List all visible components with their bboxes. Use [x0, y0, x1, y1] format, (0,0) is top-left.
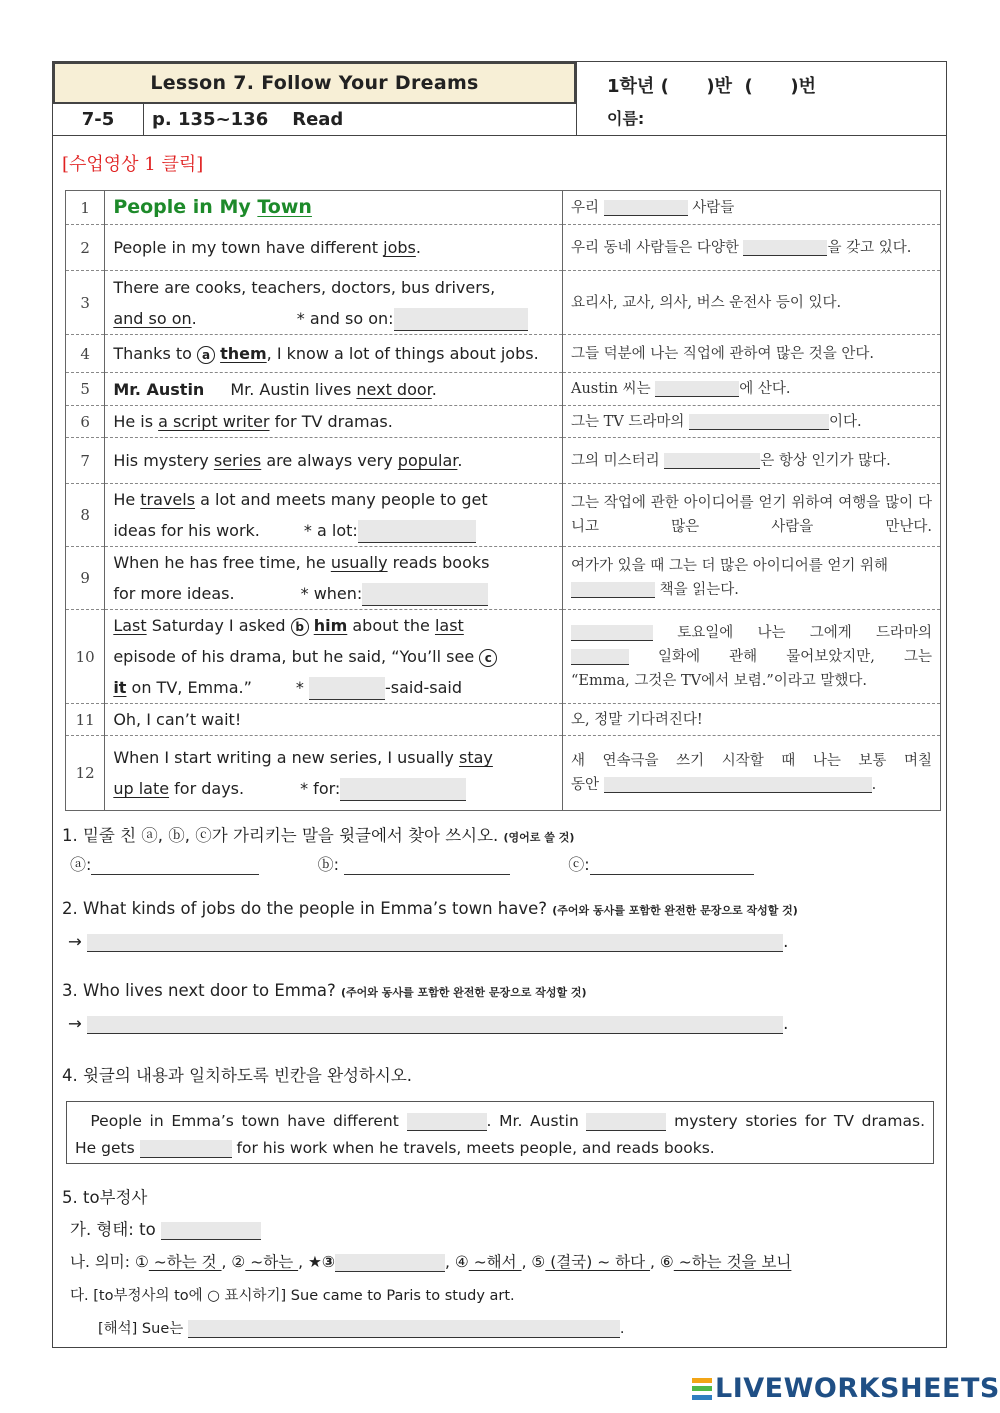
note-blank[interactable]	[309, 677, 385, 700]
lesson-subheader	[53, 104, 576, 136]
translate-field[interactable]	[188, 1320, 620, 1338]
question-5: 5. to부정사	[62, 1188, 148, 1207]
translate-line: [해석] Sue는 .	[98, 1321, 625, 1337]
row-number: 2	[66, 225, 105, 271]
english-sentence: He is a script writer for TV dramas.	[105, 406, 563, 438]
table-row	[66, 335, 941, 373]
question-2-answer: → .	[68, 932, 789, 951]
answer-blank[interactable]	[571, 649, 629, 665]
row-number: 10	[66, 610, 105, 704]
korean-translation: 여가가 있을 때 그는 더 많은 아이디어를 얻기 위해 책을 읽는다.	[562, 547, 940, 610]
note-blank[interactable]	[394, 308, 528, 331]
mark-to-line: 다. [to부정사의 to에 ○ 표시하기] Sue came to Paris to study art.	[70, 1288, 515, 1304]
table-row	[66, 484, 941, 547]
answer-blank[interactable]	[689, 414, 829, 430]
summary-blank[interactable]	[407, 1113, 487, 1131]
korean-translation: 새 연속극을 쓰기 시작할 때 나는 보통 며칠 동안 .	[562, 736, 940, 811]
mark-a-icon: a	[197, 346, 215, 364]
note-blank[interactable]	[340, 778, 466, 801]
answer-blank[interactable]	[571, 625, 653, 641]
korean-translation: 요리사, 교사, 의사, 버스 운전사 등이 있다.	[562, 271, 940, 335]
english-sentence: He travels a lot and meets many people to get ideas for his work. * a lot:	[105, 484, 563, 547]
lesson-pages	[144, 104, 576, 135]
reading-table	[65, 190, 941, 811]
table-row	[66, 736, 941, 811]
row-number: 8	[66, 484, 105, 547]
question-2: 2. What kinds of jobs do the people in Emma’s town have? (주어와 동사를 포함한 완전한 문장으로 작성할 것)	[62, 899, 798, 918]
row-number: 4	[66, 335, 105, 373]
english-sentence: Oh, I can’t wait!	[105, 704, 563, 736]
reading-title: People in My Town	[113, 196, 312, 218]
row-number: 5	[66, 373, 105, 406]
answer-2-field[interactable]	[87, 934, 783, 952]
meaning-blank[interactable]	[335, 1254, 445, 1272]
answer-c-field[interactable]	[590, 856, 754, 875]
answer-b-field[interactable]	[344, 856, 510, 875]
mark-b-icon: b	[291, 618, 309, 636]
answer-3-field[interactable]	[87, 1016, 783, 1034]
korean-translation: 그들 덕분에 나는 직업에 관하여 많은 것을 안다.	[562, 335, 940, 373]
liveworksheets-logo: LIVEWORKSHEETS	[692, 1373, 1000, 1404]
row-number: 12	[66, 736, 105, 811]
table-row	[66, 438, 941, 484]
lesson-code: 7-5	[53, 104, 144, 135]
row-number: 3	[66, 271, 105, 335]
table-row	[66, 547, 941, 610]
table-row	[66, 704, 941, 736]
class-number-label: 1학년 ( )반 ( )번	[607, 76, 816, 97]
row-number: 6	[66, 406, 105, 438]
korean-translation: 오, 정말 기다려진다!	[562, 704, 940, 736]
korean-translation: 우리 동네 사람들은 다양한 을 갖고 있다.	[562, 225, 940, 271]
lesson-title: Lesson 7. Follow Your Dreams	[53, 62, 576, 104]
answer-blank[interactable]	[743, 240, 827, 256]
english-sentence: There are cooks, teachers, doctors, bus drivers, and so on. * and so on:	[105, 271, 563, 335]
question-3-answer: → .	[68, 1014, 789, 1033]
english-sentence	[105, 191, 563, 225]
english-sentence: Thanks to a them, I know a lot of things about jobs.	[105, 335, 563, 373]
table-row	[66, 406, 941, 438]
logo-icon	[692, 1378, 712, 1400]
summary-blank[interactable]	[140, 1140, 232, 1158]
answer-blank[interactable]	[664, 453, 760, 469]
form-blank[interactable]	[161, 1222, 261, 1240]
question-1: 1. 밑줄 친 ⓐ, ⓑ, ⓒ가 가리키는 말을 윗글에서 찾아 쓰시오. (영어로 쓸 것)	[62, 826, 575, 845]
question-1-answers: ⓐ: ⓑ: ⓒ:	[70, 852, 754, 875]
answer-blank[interactable]	[604, 200, 688, 216]
korean-translation: 그는 TV 드라마의 이다.	[562, 406, 940, 438]
summary-blank[interactable]	[586, 1113, 666, 1131]
form-line: 가. 형태: to	[70, 1216, 261, 1240]
note-blank[interactable]	[362, 583, 488, 606]
korean-translation: 우리 사람들	[562, 191, 940, 225]
english-sentence: His mystery series are always very popular.	[105, 438, 563, 484]
answer-a-field[interactable]	[91, 856, 259, 875]
korean-translation: 그는 작업에 관한 아이디어를 얻기 위하여 여행을 많이 다니고 많은 사람을 만난다.	[562, 484, 940, 547]
note-blank[interactable]	[358, 520, 476, 543]
korean-translation: Austin 씨는 에 산다.	[562, 373, 940, 406]
row-number: 1	[66, 191, 105, 225]
english-sentence: Mr. Austin Mr. Austin lives next door.	[105, 373, 563, 406]
student-info	[576, 62, 946, 136]
video-link[interactable]: [수업영상 1 클릭]	[62, 154, 204, 175]
table-row	[66, 610, 941, 704]
row-number: 7	[66, 438, 105, 484]
meaning-line: 나. 의미: ① ~하는 것 , ② ~하는 , ★③ , ④ ~해서 , ⑤ (결국) ~ 하다 , ⑥ ~하는 것을 보니	[70, 1253, 792, 1271]
question-4: 4. 윗글의 내용과 일치하도록 빈칸을 완성하시오.	[62, 1066, 413, 1085]
row-number: 9	[66, 547, 105, 610]
english-sentence: When I start writing a new series, I usually stay up late for days. * for:	[105, 736, 563, 811]
english-sentence: When he has free time, he usually reads books for more ideas. * when:	[105, 547, 563, 610]
table-row	[66, 373, 941, 406]
table-row	[66, 225, 941, 271]
answer-blank[interactable]	[604, 777, 872, 793]
question-3: 3. Who lives next door to Emma? (주어와 동사를 포함한 완전한 문장으로 작성할 것)	[62, 981, 587, 1000]
summary-box: People in Emma’s town have different . Mr. Austin mystery stories for TV dramas. He gets for his work when he travels, meets people, and reads books.	[66, 1101, 934, 1164]
korean-translation: 토요일에 나는 그에게 드라마의 일화에 관해 물어보았지만, 그는 “Emma, 그것은 TV에서 보렴.”이라고 말했다.	[562, 610, 940, 704]
table-row	[66, 271, 941, 335]
answer-blank[interactable]	[571, 582, 655, 598]
name-label: 이름:	[607, 109, 645, 128]
korean-translation: 그의 미스터리 은 항상 인기가 많다.	[562, 438, 940, 484]
english-sentence: Last Saturday I asked b him about the last episode of his drama, but he said, “You’ll see c it on TV, Emma.” * -said-said	[105, 610, 563, 704]
table-row	[66, 191, 941, 225]
read-label: Read	[292, 109, 344, 130]
row-number: 11	[66, 704, 105, 736]
answer-blank[interactable]	[655, 381, 739, 397]
page-range: p. 135~136	[152, 109, 269, 130]
english-sentence: People in my town have different jobs.	[105, 225, 563, 271]
mark-c-icon: c	[479, 649, 497, 667]
